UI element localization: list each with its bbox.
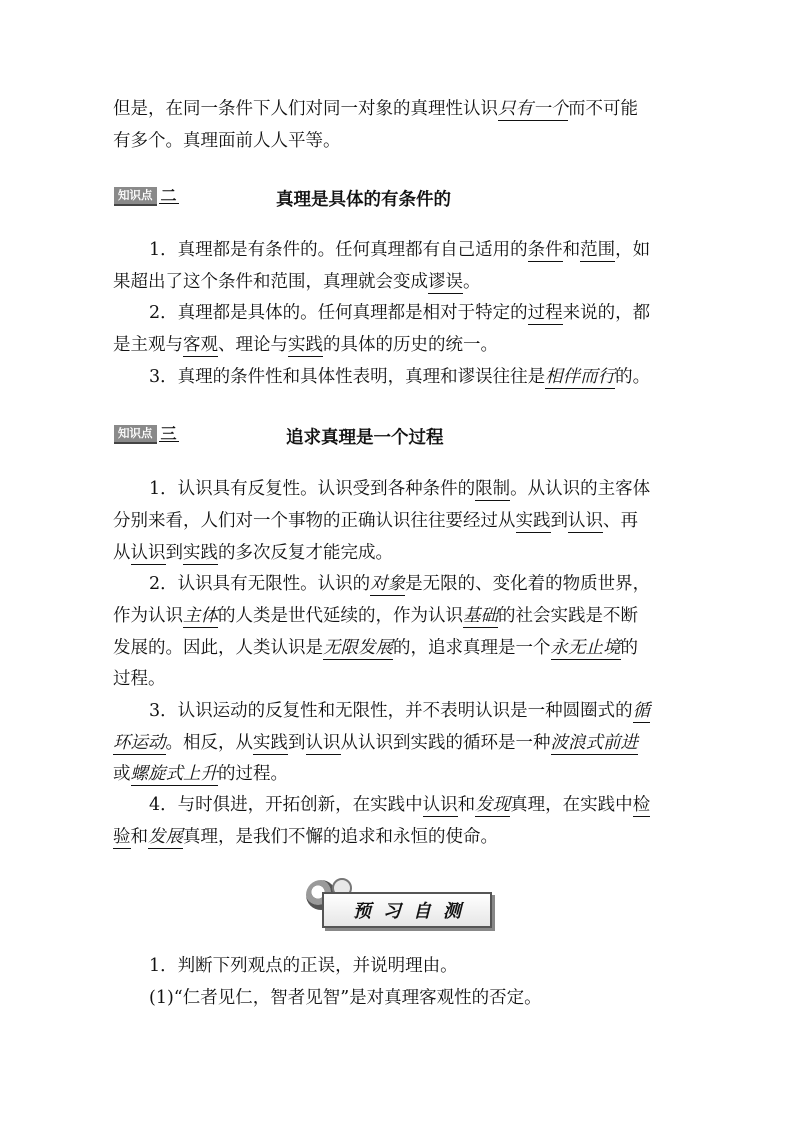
- intro-line-2: 有多个。真理面前人人平等。: [113, 131, 341, 151]
- paragraph-line: 作为认识主体的人类是世代延续的，作为认识基础的社会实践是不断: [113, 606, 638, 626]
- knowledge-point-badge: 知识点: [114, 187, 157, 206]
- paragraph-line: 分别来看，人们对一个事物的正确认识往往要经过从实践到认识、再: [113, 511, 638, 531]
- paragraph-line: 4．与时俱进，开拓创新，在实践中认识和发现真理，在实践中检: [149, 795, 651, 815]
- knowledge-point-label: [114, 187, 179, 205]
- section-title: 真理是具体的有条件的: [276, 190, 451, 210]
- exercise-question: 1．判断下列观点的正误，并说明理由。: [149, 956, 458, 976]
- paragraph-line: 是主观与客观、理论与实践的具体的历史的统一。: [113, 335, 498, 355]
- paragraph-line: 3．认识运动的反复性和无限性，并不表明认识是一种圆圈式的循: [149, 701, 651, 721]
- knowledge-point-label: [114, 425, 179, 443]
- paragraph-line: 2．认识具有无限性。认识的对象是无限的、变化着的物质世界，: [149, 574, 651, 594]
- paragraph-line: 1．真理都是有条件的。任何真理都有自己适用的条件和范围，如: [149, 240, 651, 260]
- exercise-subquestion: (1)“仁者见仁，智者见智”是对真理客观性的否定。: [149, 988, 542, 1008]
- paragraph-line: 环运动。相反，从实践到认识从认识到实践的循环是一种波浪式前进: [113, 733, 638, 753]
- knowledge-point-number: 二: [160, 186, 177, 205]
- paragraph-line: 验和发展真理，是我们不懈的追求和永恒的使命。: [113, 827, 498, 847]
- paragraph-line: 2．真理都是具体的。任何真理都是相对于特定的过程来说的，都: [149, 303, 651, 323]
- knowledge-point-number: 三: [160, 424, 177, 443]
- paragraph-line: 过程。: [113, 669, 166, 689]
- banner-box: [322, 892, 492, 928]
- paragraph-line: 3．真理的条件性和具体性表明，真理和谬误往往是相伴而行的。: [149, 367, 651, 387]
- section-title: 追求真理是一个过程: [286, 428, 444, 448]
- knowledge-point-badge: 知识点: [114, 425, 157, 444]
- banner-title: 预习自测: [353, 901, 473, 922]
- paragraph-line: 发展的。因此，人类认识是无限发展的，追求真理是一个永无止境的: [113, 638, 638, 658]
- answer-underline: 只有一个: [498, 99, 568, 119]
- intro-line-1: 但是，在同一条件下人们对同一对象的真理性认识只有一个而不可能: [113, 99, 638, 119]
- paragraph-line: 果超出了这个条件和范围，真理就会变成谬误。: [113, 272, 481, 292]
- paragraph-line: 从认识到实践的多次反复才能完成。: [113, 543, 393, 563]
- paragraph-line: 1．认识具有反复性。认识受到各种条件的限制。从认识的主客体: [149, 479, 651, 499]
- preview-self-test-banner: [306, 878, 490, 928]
- paragraph-line: 或螺旋式上升的过程。: [113, 764, 288, 784]
